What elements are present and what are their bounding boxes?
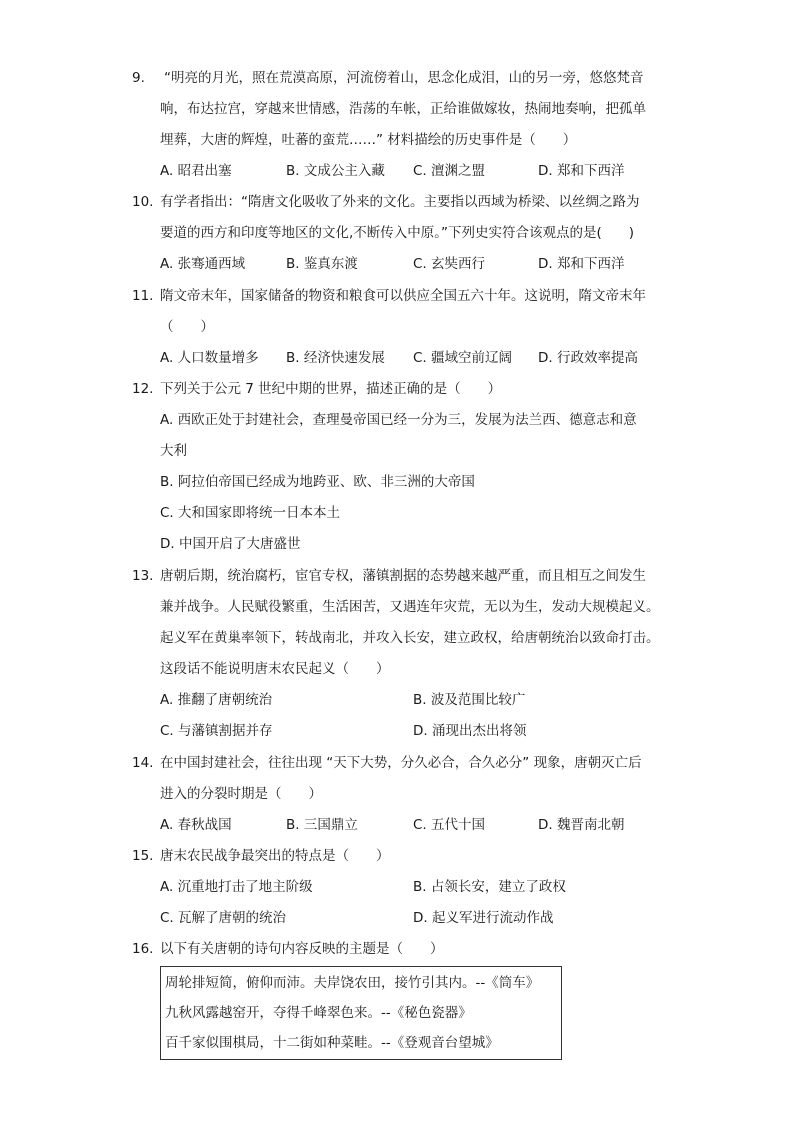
option-d[interactable]: D. 魏晋南北朝 xyxy=(538,817,625,833)
poem-line: 百千家似围棋局，十二街如种菜畦。--《登观音台望城》 xyxy=(165,1035,499,1051)
option-a[interactable]: A. 春秋战国 xyxy=(160,817,232,833)
option-a[interactable]: A. 昭君出塞 xyxy=(160,163,232,179)
question-text: 在中国封建社会，往往出现 “天下大势，分久必合，合久必分” 现象，唐朝灭亡后 xyxy=(160,755,642,771)
option-d[interactable]: D. 涌现出杰出将领 xyxy=(413,723,527,739)
option-c[interactable]: C. 瓦解了唐朝的统治 xyxy=(160,910,287,926)
option-b[interactable]: B. 文成公主入藏 xyxy=(286,163,385,179)
question-text: 埋葬，大唐的辉煌，吐蕃的蛮荒……” 材料描绘的历史事件是（ ） xyxy=(160,132,577,148)
question-number: 13. xyxy=(132,568,154,584)
question-number: 14. xyxy=(132,755,154,771)
question-number: 15. xyxy=(132,848,154,864)
question-text: 隋文帝末年，国家储备的物资和粮食可以供应全国五六十年。这说明，隋文帝末年 xyxy=(160,288,646,304)
option-b[interactable]: B. 三国鼎立 xyxy=(286,817,358,833)
option-c[interactable]: C. 玄奘西行 xyxy=(413,256,486,272)
question-text: “明亮的月光，照在荒漠高原，河流傍着山，思念化成泪，山的另一旁，悠悠梵音 xyxy=(164,70,644,86)
option-a[interactable]: A. 西欧正处于封建社会，查理曼帝国已经一分为三，发展为法兰西、德意志和意 xyxy=(160,412,637,428)
poem-line: 九秋风露越窑开，夺得千峰翠色来。--《秘色瓷器》 xyxy=(165,1005,472,1021)
question-number: 11. xyxy=(132,288,154,304)
question-text: 进入的分裂时期是（ ） xyxy=(160,786,322,802)
option-d[interactable]: D. 郑和下西洋 xyxy=(538,163,625,179)
option-c[interactable]: C. 澶渊之盟 xyxy=(413,163,486,179)
option-d[interactable]: D. 行政效率提高 xyxy=(538,350,638,366)
option-d[interactable]: D. 中国开启了大唐盛世 xyxy=(160,536,301,552)
question-text: （ ） xyxy=(160,319,214,335)
question-number: 10. xyxy=(132,194,154,210)
question-number: 9. xyxy=(132,70,145,86)
poem-line: 周轮排短简，俯仰而沛。夫岸饶农田，接竹引其内。--《筒车》 xyxy=(165,975,540,991)
option-d[interactable]: D. 起义军进行流动作战 xyxy=(413,910,554,926)
question-text: 以下有关唐朝的诗句内容反映的主题是（ ） xyxy=(160,941,444,957)
question-text: 兼并战争。人民赋役繁重，生活困苦，又遇连年灾荒，无以为生，发动大规模起义。 xyxy=(160,599,660,615)
option-b[interactable]: B. 鉴真东渡 xyxy=(286,256,358,272)
question-text: 唐末农民战争最突出的特点是（ ） xyxy=(160,848,390,864)
option-b[interactable]: B. 波及范围比较广 xyxy=(413,692,526,708)
question-text: 响，布达拉宫，穿越来世情感，浩荡的车帐，正给谁做嫁妆，热闹地奏响，把孤单 xyxy=(160,101,646,117)
option-a[interactable]: A. 张骞通西域 xyxy=(160,256,246,272)
option-c[interactable]: C. 与藩镇割据并存 xyxy=(160,723,273,739)
question-number: 12. xyxy=(132,381,154,397)
option-a-continued[interactable]: 大利 xyxy=(160,443,187,459)
poem-material-box xyxy=(160,966,562,1060)
question-number: 16. xyxy=(132,941,154,957)
question-text: 起义军在黄巢率领下，转战南北，并攻入长安，建立政权，给唐朝统治以致命打击。 xyxy=(160,630,660,646)
option-c[interactable]: C. 疆域空前辽阔 xyxy=(413,350,513,366)
option-b[interactable]: B. 经济快速发展 xyxy=(286,350,385,366)
option-b[interactable]: B. 阿拉伯帝国已经成为地跨亚、欧、非三洲的大帝国 xyxy=(160,474,475,490)
option-a[interactable]: A. 沉重地打击了地主阶级 xyxy=(160,879,313,895)
question-text: 下列关于公元 7 世纪中期的世界，描述正确的是（ ） xyxy=(160,381,502,397)
question-text: 唐朝后期，统治腐朽，宦官专权，藩镇割据的态势越来越严重，而且相互之间发生 xyxy=(160,568,646,584)
option-a[interactable]: A. 人口数量增多 xyxy=(160,350,259,366)
option-c[interactable]: C. 大和国家即将统一日本本土 xyxy=(160,505,341,521)
question-text: 这段话不能说明唐末农民起义（ ） xyxy=(160,661,390,677)
question-text: 有学者指出：“隋唐文化吸收了外来的文化。主要指以西域为桥梁、以丝绸之路为 xyxy=(160,194,640,210)
option-d[interactable]: D. 郑和下西洋 xyxy=(538,256,625,272)
option-b[interactable]: B. 占领长安，建立了政权 xyxy=(413,879,566,895)
option-a[interactable]: A. 推翻了唐朝统治 xyxy=(160,692,273,708)
option-c[interactable]: C. 五代十国 xyxy=(413,817,486,833)
question-text: 要道的西方和印度等地区的文化,不断传入中原。”下列史实符合该观点的是( ) xyxy=(160,225,635,241)
